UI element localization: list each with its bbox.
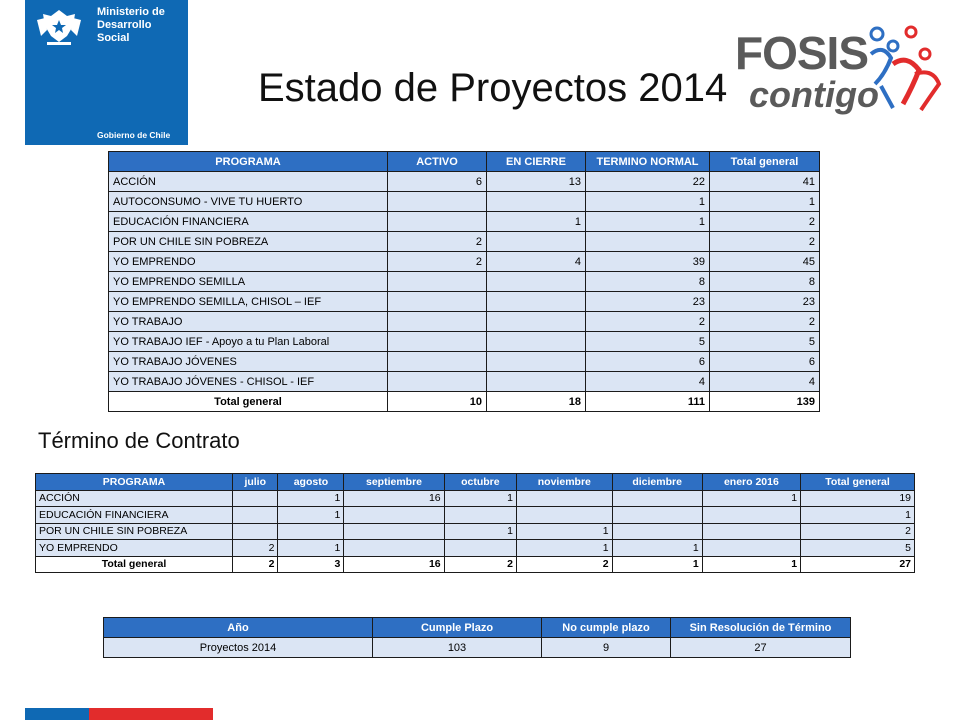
total-label-cell: Total general <box>36 556 233 573</box>
column-header: septiembre <box>344 474 444 491</box>
value-cell <box>517 490 613 507</box>
value-cell <box>233 507 278 524</box>
column-header: octubre <box>444 474 516 491</box>
column-header: Cumple Plazo <box>373 618 542 638</box>
table-row <box>109 272 820 292</box>
value-cell: 19 <box>801 490 915 507</box>
government-logo <box>25 0 188 145</box>
total-value-cell: 139 <box>710 392 820 412</box>
value-cell: 2 <box>586 312 710 332</box>
table-row <box>104 638 851 658</box>
table-body <box>36 490 915 573</box>
value-cell <box>487 272 586 292</box>
value-cell: 1 <box>444 490 516 507</box>
gov-line: Social <box>97 32 130 44</box>
page-title: Estado de Proyectos 2014 <box>258 66 728 110</box>
table-row <box>109 172 820 192</box>
value-cell: 5 <box>801 540 915 557</box>
row-label-cell: YO TRABAJO <box>109 312 388 332</box>
value-cell: 1 <box>278 490 344 507</box>
column-header: enero 2016 <box>702 474 800 491</box>
footer-blue-segment <box>25 708 89 720</box>
value-cell: 4 <box>586 372 710 392</box>
table-row <box>36 507 915 524</box>
table-row <box>109 232 820 252</box>
value-cell: 22 <box>586 172 710 192</box>
value-cell <box>487 352 586 372</box>
value-cell: 41 <box>710 172 820 192</box>
table-body <box>104 638 851 658</box>
table-header-row <box>104 618 851 638</box>
value-cell <box>487 372 586 392</box>
value-cell: 6 <box>710 352 820 372</box>
total-value-cell: 2 <box>517 556 613 573</box>
coat-of-arms-icon <box>33 6 85 48</box>
table-row <box>36 540 915 557</box>
value-cell: 9 <box>542 638 671 658</box>
total-value-cell: 3 <box>278 556 344 573</box>
value-cell <box>487 232 586 252</box>
column-header: Año <box>104 618 373 638</box>
value-cell <box>487 312 586 332</box>
table-row <box>109 212 820 232</box>
value-cell: 1 <box>278 540 344 557</box>
total-value-cell: 10 <box>388 392 487 412</box>
value-cell <box>444 540 516 557</box>
value-cell <box>233 523 278 540</box>
column-header: Sin Resolución de Término <box>671 618 851 638</box>
row-label-cell: ACCIÓN <box>36 490 233 507</box>
value-cell <box>388 212 487 232</box>
deadline-compliance-table <box>103 617 851 658</box>
row-label-cell: YO TRABAJO JÓVENES <box>109 352 388 372</box>
value-cell: 103 <box>373 638 542 658</box>
value-cell: 1 <box>487 212 586 232</box>
total-row <box>109 392 820 412</box>
row-label-cell: YO TRABAJO IEF - Apoyo a tu Plan Laboral <box>109 332 388 352</box>
value-cell <box>388 312 487 332</box>
value-cell <box>612 490 702 507</box>
value-cell <box>388 352 487 372</box>
table-header-row <box>36 474 915 491</box>
value-cell: 6 <box>586 352 710 372</box>
people-figures-icon <box>863 24 945 119</box>
gov-line: Ministerio de <box>97 6 165 18</box>
value-cell <box>388 292 487 312</box>
value-cell: 1 <box>517 540 613 557</box>
value-cell: 1 <box>710 192 820 212</box>
value-cell: 1 <box>517 523 613 540</box>
value-cell: 2 <box>710 212 820 232</box>
value-cell <box>586 232 710 252</box>
row-label-cell: POR UN CHILE SIN POBREZA <box>36 523 233 540</box>
projects-status-table <box>108 151 820 412</box>
row-label-cell: EDUCACIÓN FINANCIERA <box>109 212 388 232</box>
total-row <box>36 556 915 573</box>
value-cell <box>487 332 586 352</box>
gov-line: Desarrollo <box>97 19 152 31</box>
row-label-cell: YO EMPRENDO SEMILLA, CHISOL – IEF <box>109 292 388 312</box>
footer-color-bar <box>25 708 213 720</box>
total-label-cell: Total general <box>109 392 388 412</box>
column-header: julio <box>233 474 278 491</box>
table-row <box>109 292 820 312</box>
value-cell <box>612 507 702 524</box>
value-cell <box>344 507 444 524</box>
value-cell: 2 <box>388 232 487 252</box>
table-row <box>109 192 820 212</box>
value-cell <box>233 490 278 507</box>
value-cell <box>702 523 800 540</box>
column-header: agosto <box>278 474 344 491</box>
section-title: Término de Contrato <box>38 428 240 453</box>
column-header: PROGRAMA <box>109 152 388 172</box>
gov-footer-text: Gobierno de Chile <box>97 130 171 140</box>
gov-ministry-name <box>97 6 165 45</box>
contract-termination-table <box>35 473 915 573</box>
table-row <box>109 332 820 352</box>
row-label-cell: Proyectos 2014 <box>104 638 373 658</box>
total-value-cell: 18 <box>487 392 586 412</box>
table-body <box>109 172 820 412</box>
table-row <box>109 252 820 272</box>
table-header-row <box>109 152 820 172</box>
value-cell: 13 <box>487 172 586 192</box>
value-cell <box>444 507 516 524</box>
value-cell: 1 <box>612 540 702 557</box>
value-cell: 39 <box>586 252 710 272</box>
value-cell <box>487 292 586 312</box>
column-header: No cumple plazo <box>542 618 671 638</box>
footer-red-segment <box>89 708 213 720</box>
value-cell: 8 <box>586 272 710 292</box>
row-label-cell: EDUCACIÓN FINANCIERA <box>36 507 233 524</box>
value-cell: 2 <box>388 252 487 272</box>
total-value-cell: 1 <box>612 556 702 573</box>
column-header: Total general <box>710 152 820 172</box>
value-cell <box>487 192 586 212</box>
total-value-cell: 2 <box>444 556 516 573</box>
value-cell <box>278 523 344 540</box>
fosis-tagline: contigo <box>749 74 879 115</box>
value-cell <box>612 523 702 540</box>
value-cell: 4 <box>710 372 820 392</box>
value-cell <box>702 540 800 557</box>
table-row <box>36 490 915 507</box>
value-cell: 2 <box>233 540 278 557</box>
total-value-cell: 27 <box>801 556 915 573</box>
fosis-wordmark: FOSIS <box>735 27 869 79</box>
fosis-logo <box>735 24 945 119</box>
column-header: PROGRAMA <box>36 474 233 491</box>
value-cell <box>517 507 613 524</box>
total-value-cell: 16 <box>344 556 444 573</box>
column-header: Total general <box>801 474 915 491</box>
value-cell <box>344 540 444 557</box>
value-cell <box>388 332 487 352</box>
value-cell <box>388 192 487 212</box>
row-label-cell: YO EMPRENDO <box>36 540 233 557</box>
total-value-cell: 2 <box>233 556 278 573</box>
value-cell: 1 <box>586 212 710 232</box>
table-row <box>109 312 820 332</box>
value-cell: 1 <box>586 192 710 212</box>
table-row <box>36 523 915 540</box>
value-cell: 2 <box>710 312 820 332</box>
column-header: EN CIERRE <box>487 152 586 172</box>
value-cell: 23 <box>710 292 820 312</box>
total-value-cell: 1 <box>702 556 800 573</box>
value-cell: 2 <box>801 523 915 540</box>
value-cell: 1 <box>702 490 800 507</box>
value-cell: 5 <box>586 332 710 352</box>
value-cell: 1 <box>444 523 516 540</box>
value-cell <box>388 372 487 392</box>
row-label-cell: POR UN CHILE SIN POBREZA <box>109 232 388 252</box>
value-cell: 5 <box>710 332 820 352</box>
value-cell: 2 <box>710 232 820 252</box>
value-cell <box>702 507 800 524</box>
value-cell: 8 <box>710 272 820 292</box>
value-cell: 6 <box>388 172 487 192</box>
row-label-cell: YO TRABAJO JÓVENES - CHISOL - IEF <box>109 372 388 392</box>
table-row <box>109 372 820 392</box>
row-label-cell: AUTOCONSUMO - VIVE TU HUERTO <box>109 192 388 212</box>
row-label-cell: YO EMPRENDO SEMILLA <box>109 272 388 292</box>
column-header: noviembre <box>517 474 613 491</box>
value-cell: 1 <box>801 507 915 524</box>
value-cell <box>344 523 444 540</box>
value-cell: 45 <box>710 252 820 272</box>
table-row <box>109 352 820 372</box>
value-cell: 1 <box>278 507 344 524</box>
row-label-cell: YO EMPRENDO <box>109 252 388 272</box>
column-header: TERMINO NORMAL <box>586 152 710 172</box>
value-cell: 16 <box>344 490 444 507</box>
value-cell: 4 <box>487 252 586 272</box>
column-header: diciembre <box>612 474 702 491</box>
row-label-cell: ACCIÓN <box>109 172 388 192</box>
value-cell: 27 <box>671 638 851 658</box>
column-header: ACTIVO <box>388 152 487 172</box>
value-cell <box>388 272 487 292</box>
total-value-cell: 111 <box>586 392 710 412</box>
value-cell: 23 <box>586 292 710 312</box>
